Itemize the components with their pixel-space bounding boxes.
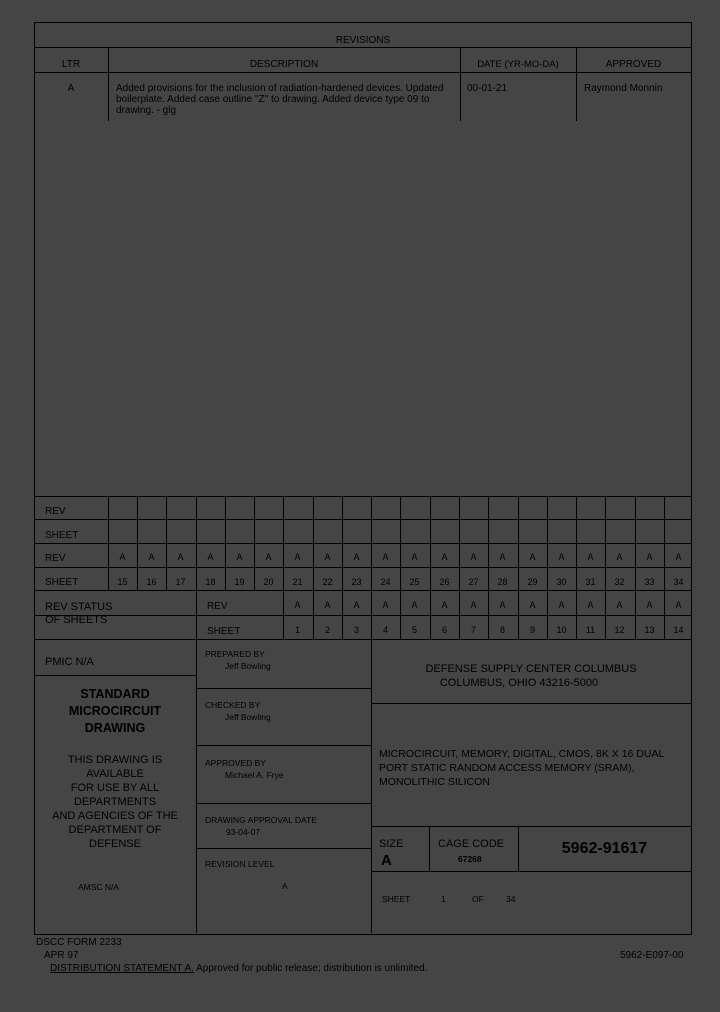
lower-sheet-cell: 33 (644, 577, 655, 587)
lower-sheet-cell: 18 (205, 577, 216, 587)
revision-approver: Raymond Monnin (584, 83, 663, 94)
checked-by-name: Jeff Bowling (225, 712, 271, 722)
lower-sheet-cell: 34 (673, 577, 684, 587)
rev-status-rev-cell: A (382, 600, 389, 610)
form-date: APR 97 (44, 950, 79, 961)
lower-rev-label: REV (45, 553, 66, 564)
lower-sheet-cell: 24 (380, 577, 391, 587)
lower-rev-cell: A (411, 552, 418, 562)
rev-status-sheet-cell: 9 (529, 625, 535, 635)
revision-level-label: REVISION LEVEL (205, 859, 275, 869)
upper-sheet-label: SHEET (45, 530, 79, 541)
rev-status-rev-cell: A (675, 600, 682, 610)
description-header: DESCRIPTION (249, 59, 319, 70)
rev-status-label-1: REV STATUS (45, 601, 113, 613)
approved-by-label: APPROVED BY (205, 758, 266, 768)
rev-status-sheet-cell: 14 (673, 625, 684, 635)
lower-rev-cell: A (441, 552, 448, 562)
lower-sheet-cell: 16 (146, 577, 157, 587)
approved-by-name: Michael A. Frye (225, 770, 284, 780)
rev-status-rev-cell: A (324, 600, 331, 610)
lower-rev-cell: A (558, 552, 565, 562)
lower-rev-cell: A (148, 552, 155, 562)
approval-date: 93-04-07 (226, 827, 261, 837)
form-code: 5962-E097-00 (620, 950, 684, 961)
lower-rev-cell: A (646, 552, 653, 562)
sheet-number: 1 (441, 894, 446, 904)
lower-sheet-cell: 27 (468, 577, 479, 587)
distribution-statement-text: Approved for public release; distribution is unlimited. (193, 963, 428, 974)
lower-sheet-cell: 23 (351, 577, 362, 587)
rev-status-sheet-label: SHEET (207, 626, 241, 637)
rev-status-rev-cell: A (470, 600, 477, 610)
rev-status-sheet-cell: 12 (614, 625, 625, 635)
rev-status-sheet-cell: 4 (382, 625, 388, 635)
rev-status-sheet-cell: 7 (470, 625, 476, 635)
revisions-title: REVISIONS (335, 35, 391, 46)
lower-rev-cell: A (616, 552, 623, 562)
lower-sheet-cell: 30 (556, 577, 567, 587)
pmic-label: PMIC N/A (45, 656, 94, 668)
sheet-label: SHEET (382, 894, 411, 904)
rev-status-sheet-cell: 10 (556, 625, 567, 635)
prepared-by-label: PREPARED BY (205, 649, 265, 659)
sheet-total: 34 (506, 894, 516, 904)
agency-line-2: COLUMBUS, OHIO 43216-5000 (439, 677, 599, 689)
lower-sheet-cell: 17 (175, 577, 186, 587)
lower-rev-cell: A (499, 552, 506, 562)
revision-ltr: A (67, 83, 75, 94)
rev-status-rev-cell: A (529, 600, 536, 610)
prepared-by-name: Jeff Bowling (225, 661, 271, 671)
cage-code-label: CAGE CODE (438, 838, 505, 850)
rev-status-sheet-cell: 3 (353, 625, 359, 635)
lower-rev-cell: A (382, 552, 389, 562)
rev-status-sheet-cell: 5 (411, 625, 417, 635)
agency-line-1: DEFENSE SUPPLY CENTER COLUMBUS (425, 663, 637, 675)
lower-rev-cell: A (294, 552, 301, 562)
lower-sheet-cell: 31 (585, 577, 596, 587)
rev-status-rev-cell: A (411, 600, 418, 610)
rev-status-rev-label: REV (207, 601, 228, 612)
rev-status-rev-cell: A (353, 600, 360, 610)
revision-date: 00-01-21 (467, 83, 508, 94)
lower-sheet-cell: 28 (497, 577, 508, 587)
lower-rev-cell: A (236, 552, 243, 562)
lower-rev-cell: A (177, 552, 184, 562)
rev-status-sheet-cell: 2 (324, 625, 330, 635)
upper-rev-label: REV (45, 506, 66, 517)
rev-status-rev-cell: A (294, 600, 301, 610)
size-value: A (381, 852, 392, 869)
rev-status-sheet-cell: 1 (294, 625, 300, 635)
rev-status-rev-cell: A (558, 600, 565, 610)
size-label: SIZE (379, 838, 404, 850)
rev-status-rev-cell: A (646, 600, 653, 610)
lower-sheet-label: SHEET (45, 577, 79, 588)
rev-status-rev-cell: A (587, 600, 594, 610)
rev-status-rev-cell: A (616, 600, 623, 610)
cage-code-value: 67268 (458, 854, 482, 864)
rev-status-sheet-cell: 8 (499, 625, 505, 635)
lower-sheet-cell: 21 (292, 577, 303, 587)
drawing-number: 5962-91617 (561, 840, 648, 857)
lower-sheet-cell: 22 (322, 577, 333, 587)
lower-rev-cell: A (119, 552, 126, 562)
form-label: DSCC FORM 2233 (36, 937, 122, 948)
lower-sheet-cell: 19 (234, 577, 245, 587)
revision-description: Added provisions for the inclusion of radiation-hardened devices. Updated boilerplate. Added case outline "Z" to drawing. Added device type 09 to drawing. - glg (116, 83, 444, 116)
date-header: DATE (YR-MO-DA) (477, 59, 559, 70)
lower-sheet-cell: 32 (614, 577, 625, 587)
approval-date-label: DRAWING APPROVAL DATE (205, 815, 317, 825)
rev-status-rev-cell: A (499, 600, 506, 610)
rev-status-sheet-cell: 11 (585, 625, 596, 635)
rev-status-sheet-cell: 6 (441, 625, 447, 635)
approved-header: APPROVED (605, 59, 662, 70)
rev-status-sheet-cell: 13 (644, 625, 655, 635)
lower-rev-cell: A (353, 552, 360, 562)
revision-level: A (282, 881, 288, 891)
ltr-header: LTR (61, 59, 81, 70)
lower-sheet-cell: 15 (117, 577, 128, 587)
lower-sheet-cell: 25 (409, 577, 420, 587)
checked-by-label: CHECKED BY (205, 700, 261, 710)
lower-rev-cell: A (324, 552, 331, 562)
amsc-label: AMSC N/A (78, 882, 120, 892)
distribution-statement (50, 963, 427, 975)
lower-rev-cell: A (675, 552, 682, 562)
lower-rev-cell: A (265, 552, 272, 562)
of-label: OF (472, 894, 484, 904)
rev-status-rev-cell: A (441, 600, 448, 610)
distribution-statement-label: DISTRIBUTION STATEMENT A. (50, 963, 194, 974)
lower-sheet-cell: 20 (263, 577, 274, 587)
lower-sheet-cell: 29 (527, 577, 538, 587)
lower-sheet-cell: 26 (439, 577, 450, 587)
lower-rev-cell: A (470, 552, 477, 562)
rev-status-label-2: OF SHEETS (45, 614, 108, 626)
lower-rev-cell: A (587, 552, 594, 562)
lower-rev-cell: A (207, 552, 214, 562)
lower-rev-cell: A (529, 552, 536, 562)
